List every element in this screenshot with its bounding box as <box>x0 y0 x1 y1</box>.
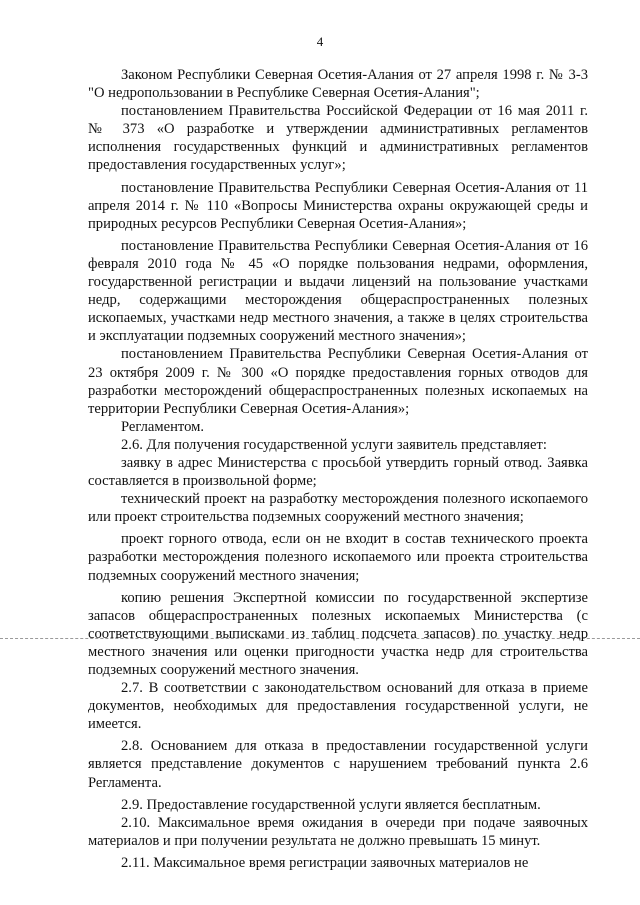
paragraph-2-8: 2.8. Основанием для отказа в предоставлении государственной услуги является представление документов с нарушением требований пункта 2.6 Регламента. <box>88 738 588 791</box>
paragraph-2-7: 2.7. В соответствии с законодательством оснований для отказа в приеме документов, необходимых для предоставления государственной услуги, не имеется. <box>88 680 588 733</box>
paragraph-expert-decision: копию решения Экспертной комиссии по государственной экспертизе запасов общераспространенных полезных ископаемых Министерства (с соответствующими выписками из таблиц подсчета запасов) по участку недр местного значения или оценки пригодности участка недр для строительства подземных сооружений местного значения. <box>88 589 588 678</box>
paragraph-application: заявку в адрес Министерства с просьбой утвердить горный отвод. Заявка составляется в произвольной форме; <box>88 454 588 490</box>
paragraph-technical-project: технический проект на разработку месторождения полезного ископаемого или проект строительства подземных сооружений местного значения; <box>88 491 588 526</box>
paragraph-2-11: 2.11. Максимальное время регистрации заявочных материалов не <box>121 854 529 871</box>
paragraph-law-rso-1998: Законом Республики Северная Осетия-Алания от 27 апреля 1998 г. № 3-3 "О недропользовании в Республике Северная Осетия-Алания"; <box>88 67 588 102</box>
paragraph-2-6: 2.6. Для получения государственной услуги заявитель представляет: <box>121 436 547 453</box>
paragraph-2-10: 2.10. Максимальное время ожидания в очереди при подаче заявочных материалов и при получении результата не должно превышать 15 минут. <box>88 814 588 849</box>
paragraph-rso-decree-45: постановление Правительства Республики Северная Осетия-Алания от 16 февраля 2010 года № 45 «О порядке пользования недрами, оформления, государственной регистрации и выдачи лицензий на пользование участками недр, содержащими месторождения общераспространенных полезных ископаемых, участками недр местного значения, а также в целях строительства и эксплуатации подземных сооружений местного значения»; <box>88 237 588 345</box>
paragraph-rf-decree-373: постановлением Правительства Российской Федерации от 16 мая 2011 г. № 373 «О разработке и утверждении административных регламентов исполнения государственных функций и административных регламентов предоставления государственных услуг»; <box>88 103 588 174</box>
paragraph-reglament: Регламентом. <box>121 418 205 435</box>
paragraph-2-9: 2.9. Предоставление государственной услуги является бесплатным. <box>121 796 541 813</box>
document-body <box>88 66 588 872</box>
paragraph-rso-decree-300: постановлением Правительства Республики Северная Осетия-Алания от 23 октября 2009 г. № 300 «О порядке предоставления горных отводов для разработки месторождений общераспространенных полезных ископаемых на территории Республики Северная Осетия-Алания»; <box>88 346 588 417</box>
page-number: 4 <box>316 34 324 49</box>
paragraph-rso-decree-110: постановление Правительства Республики Северная Осетия-Алания от 11 апреля 2014 г. № 110 «Вопросы Министерства охраны окружающей среды и природных ресурсов Республики Северная Осетия-Алания»; <box>88 179 588 232</box>
paragraph-allotment-project: проект горного отвода, если он не входит в состав технического проекта разработки месторождения полезного ископаемого или проекта строительства подземных сооружений местного значения; <box>88 531 588 584</box>
